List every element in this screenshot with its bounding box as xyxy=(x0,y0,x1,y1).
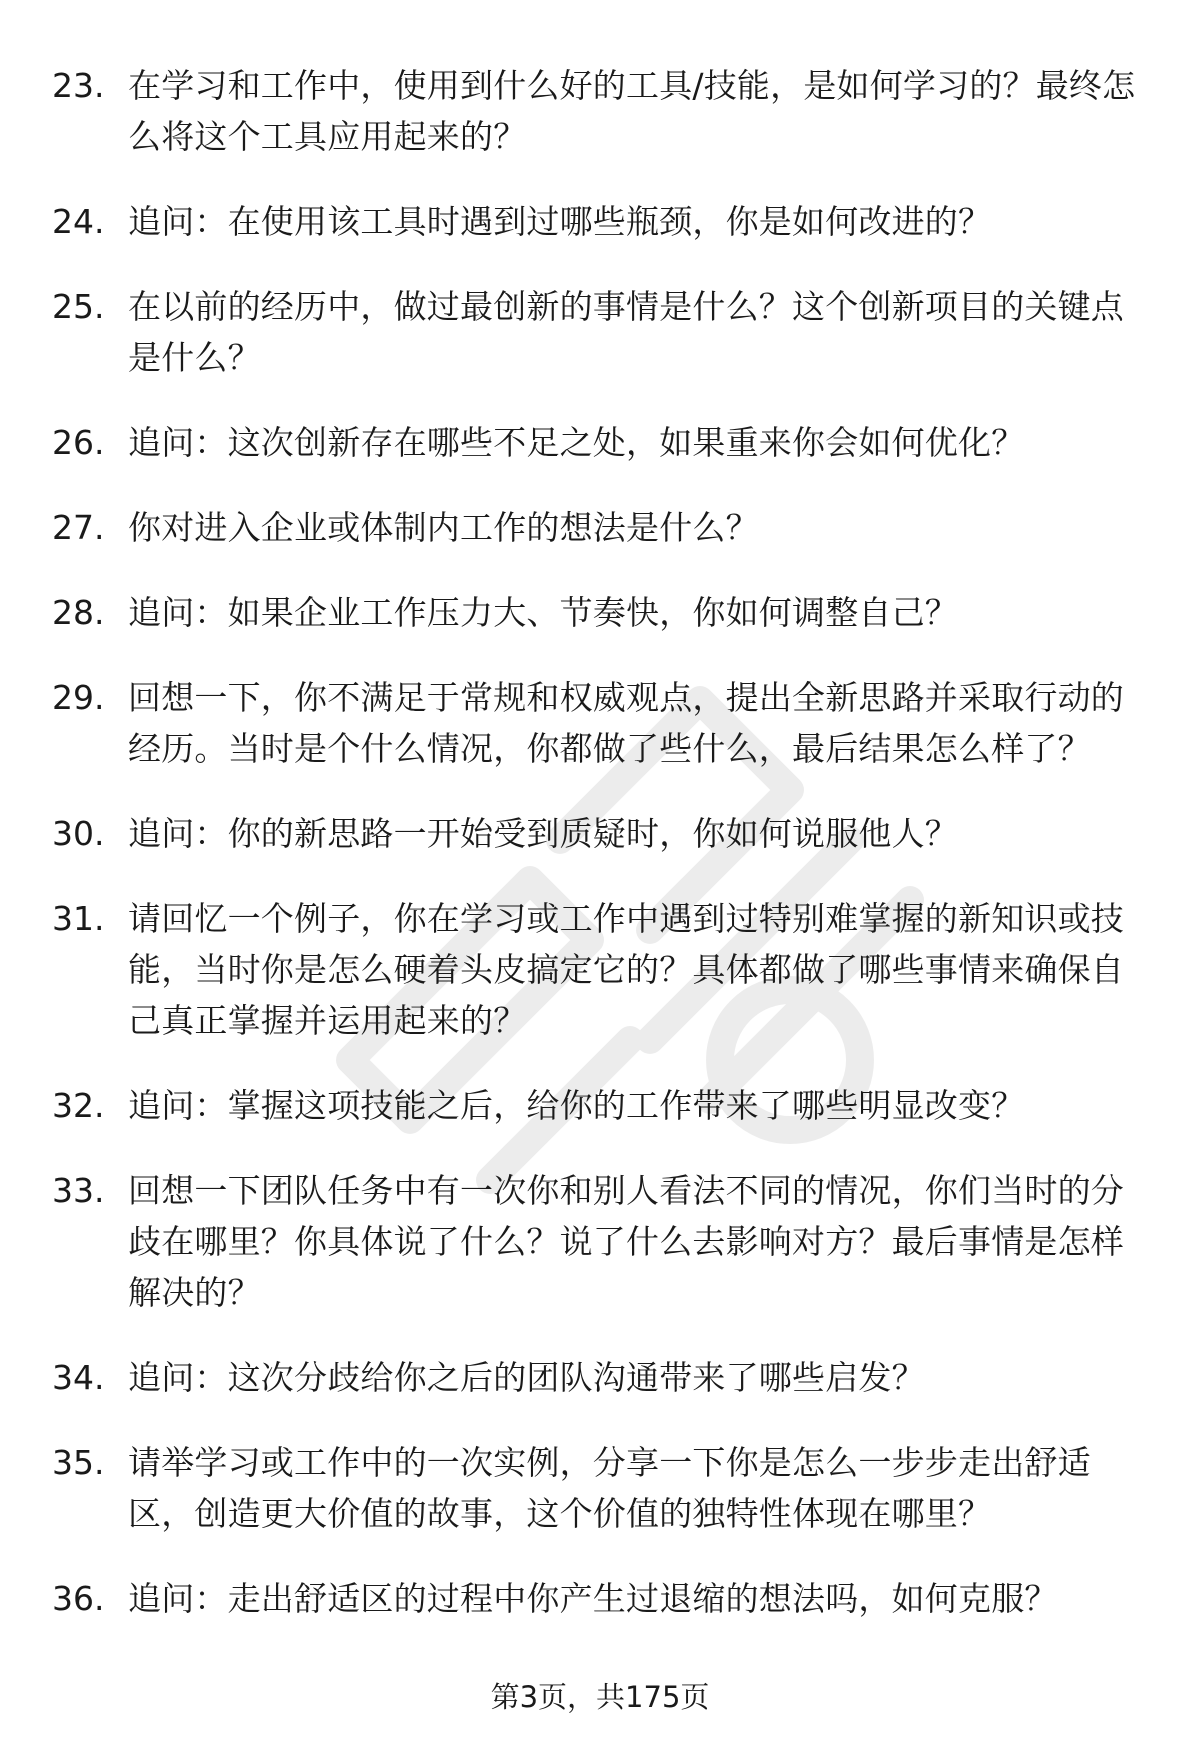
question-number: 29. xyxy=(52,678,105,717)
question-number: 27. xyxy=(52,508,105,547)
list-item xyxy=(52,1080,1152,1131)
list-item xyxy=(52,587,1152,638)
question-text: 追问：掌握这项技能之后，给你的工作带来了哪些明显改变？ xyxy=(128,1086,1025,1125)
question-number: 34. xyxy=(52,1358,105,1397)
question-number: 26. xyxy=(52,423,105,462)
question-list xyxy=(52,60,1152,1658)
question-text: 追问：这次创新存在哪些不足之处，如果重来你会如何优化？ xyxy=(128,423,1025,462)
question-text: 请回忆一个例子，你在学习或工作中遇到过特别难掌握的新知识或技能，当时你是怎么硬着头皮搞定它的？具体都做了哪些事情来确保自己真正掌握并运用起来的？ xyxy=(128,899,1124,1040)
question-number: 33. xyxy=(52,1171,105,1210)
list-item xyxy=(52,1437,1152,1539)
question-text: 追问：如果企业工作压力大、节奏快，你如何调整自己？ xyxy=(128,593,958,632)
question-number: 25. xyxy=(52,287,105,326)
question-number: 36. xyxy=(52,1579,105,1618)
list-item xyxy=(52,1352,1152,1403)
list-item xyxy=(52,196,1152,247)
question-number: 23. xyxy=(52,66,105,105)
question-number: 32. xyxy=(52,1086,105,1125)
list-item xyxy=(52,60,1152,162)
question-text: 追问：你的新思路一开始受到质疑时，你如何说服他人？ xyxy=(128,814,958,853)
list-item xyxy=(52,672,1152,774)
list-item xyxy=(52,281,1152,383)
list-item xyxy=(52,1573,1152,1624)
question-text: 追问：这次分歧给你之后的团队沟通带来了哪些启发？ xyxy=(128,1358,925,1397)
list-item xyxy=(52,1165,1152,1318)
question-text: 你对进入企业或体制内工作的想法是什么？ xyxy=(128,508,759,547)
question-text: 请举学习或工作中的一次实例，分享一下你是怎么一步步走出舒适区，创造更大价值的故事，这个价值的独特性体现在哪里？ xyxy=(128,1443,1091,1533)
question-text: 在学习和工作中，使用到什么好的工具/技能，是如何学习的？最终怎么将这个工具应用起来的？ xyxy=(128,66,1136,156)
question-number: 30. xyxy=(52,814,105,853)
question-text: 回想一下，你不满足于常规和权威观点，提出全新思路并采取行动的经历。当时是个什么情况，你都做了些什么，最后结果怎么样了？ xyxy=(128,678,1124,768)
list-item xyxy=(52,893,1152,1046)
list-item xyxy=(52,808,1152,859)
question-number: 28. xyxy=(52,593,105,632)
question-number: 35. xyxy=(52,1443,105,1482)
list-item xyxy=(52,417,1152,468)
page-footer: 第3页，共175页 xyxy=(490,1680,710,1714)
question-number: 31. xyxy=(52,899,105,938)
question-text: 追问：走出舒适区的过程中你产生过退缩的想法吗，如何克服？ xyxy=(128,1579,1058,1618)
list-item xyxy=(52,502,1152,553)
question-number: 24. xyxy=(52,202,105,241)
question-text: 追问：在使用该工具时遇到过哪些瓶颈，你是如何改进的？ xyxy=(128,202,992,241)
question-text: 在以前的经历中，做过最创新的事情是什么？这个创新项目的关键点是什么？ xyxy=(128,287,1124,377)
question-text: 回想一下团队任务中有一次你和别人看法不同的情况，你们当时的分歧在哪里？你具体说了什么？说了什么去影响对方？最后事情是怎样解决的？ xyxy=(128,1171,1124,1312)
